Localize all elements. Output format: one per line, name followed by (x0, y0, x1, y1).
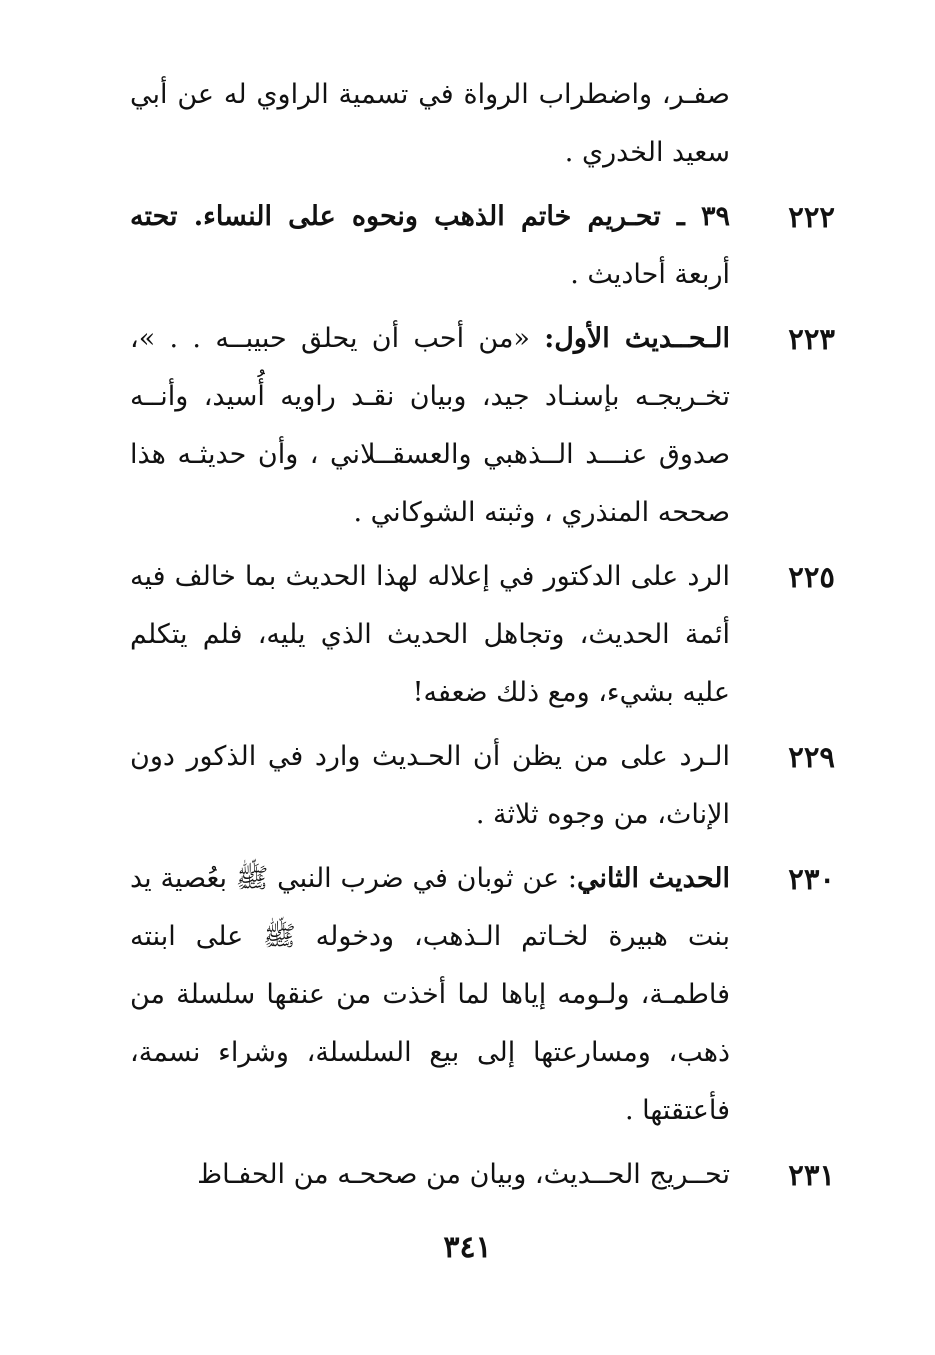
entry-text (130, 548, 730, 722)
entry-page-number: ٢٢٣ (788, 322, 835, 356)
index-entries (130, 66, 835, 1210)
index-entry (130, 66, 835, 182)
entry-body: : عن ثوبان في ضرب النبي ﷺ بعُصية يد بنت هبيرة لخـاتم الـذهب، ودخوله ﷺ على ابنته فاطمـة، ولـومه إياها لما أخذت من عنقها سلسلة من ذهب، ومسارعتها إلى بيع السلسلة، وشراء نسمة، فأعتقتها . (130, 863, 730, 1126)
entry-page-number: ٢٢٢ (788, 200, 835, 234)
index-entry (130, 1146, 835, 1204)
entry-heading: الحديث الثاني (576, 863, 730, 894)
entry-page-number: ٢٣٠ (788, 862, 835, 896)
entry-text (130, 188, 730, 304)
index-entry (130, 850, 835, 1140)
entry-body: «من أحب أن يحلق حبيبــه . . »، تخـريجـه بإسنـاد جيد، وبيان نقـد راويه أُسيد، وأنــه صدوق عنـــد الــذهبي والعسقــلاني ، وأن حديثـه هذا صححه المنذري ، وثبته الشوكاني . (130, 323, 730, 528)
page-number: ٣٤١ (443, 1230, 492, 1265)
entry-text (130, 310, 730, 542)
index-entry (130, 548, 835, 722)
entry-page-number: ٢٣١ (788, 1158, 835, 1192)
index-entry (130, 310, 835, 542)
entry-page-number: ٢٢٩ (788, 740, 835, 774)
entry-text (130, 850, 730, 1140)
entry-text (130, 1146, 730, 1204)
entry-body: الـرد على من يظن أن الحـديث وارد في الذكور دون الإناث، من وجوه ثلاثة . (130, 741, 730, 830)
entry-text (130, 728, 730, 844)
index-entry (130, 188, 835, 304)
entry-body: صفـر، واضطراب الرواة في تسمية الراوي له عن أبي سعيد الخدري . (130, 79, 730, 168)
entry-page-number: ٢٢٥ (788, 560, 835, 594)
entry-body: تحــريج الحــديث، وبيان من صححـه من الحفـاظ (197, 1159, 730, 1190)
entry-heading: الـحــديث الأول: (544, 323, 730, 354)
index-entry (130, 728, 835, 844)
entry-body: أربعة أحاديث . (570, 259, 730, 290)
entry-text (130, 66, 730, 182)
entry-heading: ٣٩ ـ تحـريم خاتم الذهب ونحوه على النساء. تحته (130, 201, 730, 232)
entry-body: الرد على الدكتور في إعلاله لهذا الحديث بما خالف فيه أئمة الحديث، وتجاهل الحديث الذي يليه، فلم يتكلم عليه بشيء، ومع ذلك ضعفه! (130, 561, 730, 708)
